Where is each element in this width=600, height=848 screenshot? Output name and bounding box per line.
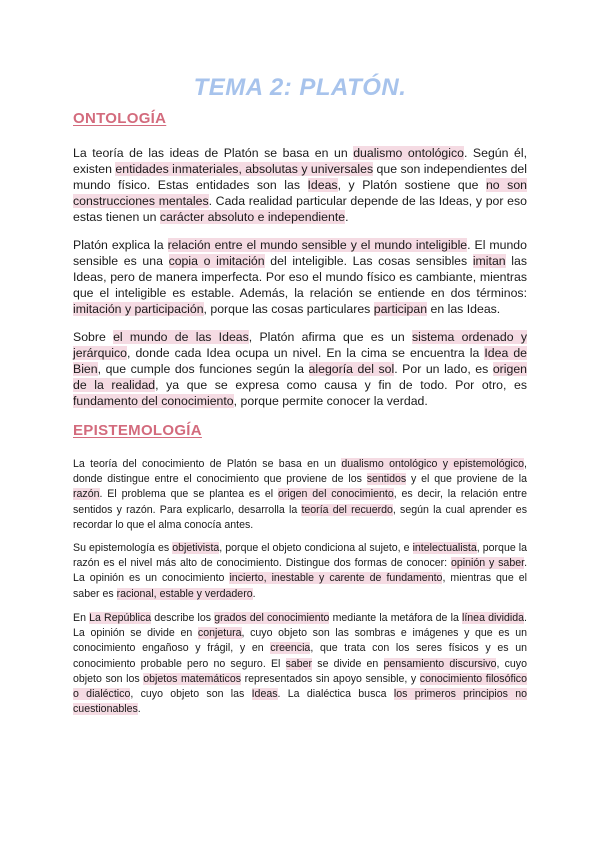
highlighted-text: Idea de Bien [73,346,528,376]
text-run: . [252,587,256,600]
highlighted-text: participan [373,302,428,316]
highlighted-text: razón [73,488,100,501]
text-run: Sobre [73,330,114,344]
highlighted-text: creencia [270,642,311,655]
text-run: . La opinión se divide en [73,612,527,640]
highlighted-text: copia o imitación [168,254,265,268]
text-run: , y Platón sostiene que [337,178,486,192]
highlighted-text: los primeros principios no cuestionables [73,688,528,716]
highlighted-text: grados del conocimiento [214,612,330,624]
highlighted-text: imitan [472,254,506,268]
text-run: . [137,703,141,716]
highlighted-text: origen del conocimiento [277,488,394,501]
text-run: La teoría del conocimiento de Platón se basa en un [73,458,342,470]
text-run: del inteligible. Las cosas sensibles [264,254,473,268]
section-heading-ontologia: ONTOLOGÍA [73,110,167,127]
highlighted-text: opinión y saber [450,557,525,570]
highlighted-text: conjetura [197,627,242,640]
text-run: . Cada realidad particular depende de las Ideas, y por eso estas tienen un [73,194,527,224]
text-run: en las Ideas. [427,302,501,316]
text-run: , según la cual aprender es recordar lo que el alma conocía antes. [73,503,527,531]
text-run: , porque la razón es el nivel más alto de conocimiento. Distingue dos formas de conocer: [73,542,527,570]
highlighted-text: objetos matemáticos [143,672,242,685]
text-run: , es decir, la relación entre sentidos y razón. Para explicarlo, desarrolla la [73,488,527,516]
highlighted-text: origen de la realidad [73,362,527,392]
text-run: , porque las cosas particulares [203,302,374,316]
highlighted-text: intelectualista [412,542,477,554]
highlighted-text: saber [285,657,313,670]
text-run: , mientras que el saber es [73,572,527,600]
text-run: mediante la metáfora de la [329,612,462,624]
text-run: , Platón afirma que es un [248,330,412,344]
highlighted-text: entidades inmateriales, absolutas y universales [115,162,374,176]
text-run: las Ideas, pero de manera imperfecta. Por eso el mundo físico es cambiante, mientras que el inteligible es estable. Además, la relación se entiende en dos términos: [73,254,528,300]
highlighted-text: racional, estable y verdadero [116,587,253,600]
text-run: , ya que se expresa como causa y fin de todo. Por otro, es [155,378,527,392]
highlighted-text: conocimiento filosófico o dialéctico [73,672,527,701]
text-run: Platón explica la [73,238,168,252]
text-run: y el que proviene de la [406,473,527,486]
text-run: se divide en [312,657,384,670]
text-run: . [345,210,349,224]
highlighted-text: Ideas [307,178,338,192]
paragraph [73,541,527,602]
paragraph [73,237,527,317]
highlighted-text: no son construcciones mentales [73,178,527,208]
highlighted-text: objetivista [172,542,220,554]
text-run: . El mundo sensible es una [73,238,527,268]
highlighted-text: alegoría del sol [308,362,395,376]
highlighted-text: relación entre el mundo sensible y el mundo inteligible [167,238,468,252]
text-run: , porque permite conocer la verdad. [233,394,428,408]
text-run: que son independientes del mundo físico. Estas entidades son las [73,162,527,192]
highlighted-text: carácter absoluto e independiente [159,210,346,224]
text-run: , cuyo objeto son las sombras e imágenes y que es un conocimiento engañoso y frágil, y en [73,627,527,655]
text-run: La teoría de las ideas de Platón se basa en un [73,146,354,160]
highlighted-text: dualismo ontológico [353,146,464,160]
highlighted-text: teoría del recuerdo [301,503,393,516]
text-run: , cuyo objeto son los [73,657,528,685]
highlighted-text: Ideas [251,688,278,701]
highlighted-text: dualismo ontológico y epistemológico [341,458,525,470]
highlighted-text: el mundo de las Ideas [113,330,249,344]
page-title: TEMA 2: PLATÓN. [193,74,407,101]
text-run: En [73,612,90,624]
section-heading-epistemologia: EPISTEMOLOGÍA [73,422,202,439]
highlighted-text: sistema ordenado y jerárquico [73,330,527,360]
paragraph [73,611,527,717]
text-run: representados sin apoyo sensible, y [241,672,420,685]
text-run: . Por un lado, es [394,362,493,376]
text-run: . La opinión es un conocimiento [73,557,528,585]
highlighted-text: sentidos [366,473,407,486]
text-run: , donde distingue entre el conocimiento que proviene de los [73,458,527,486]
text-run: . La dialéctica busca [277,688,394,701]
highlighted-text: imitación y participación [73,302,204,316]
highlighted-text: La República [89,612,152,624]
highlighted-text: pensamiento discursivo [383,657,497,670]
paragraph [73,457,527,533]
text-run: . Según él, existen [73,146,527,176]
paragraph [73,145,527,225]
highlighted-text: incierto, inestable y carente de fundamento [229,572,443,585]
text-run: describe los [151,612,215,624]
text-run: , que cumple dos funciones según la [97,362,309,376]
paragraph [73,329,527,409]
highlighted-text: línea dividida [461,612,525,624]
text-run: , cuyo objeto son las [130,688,252,701]
text-run: . El problema que se plantea es el [99,488,278,501]
text-run: Su epistemología es [73,542,173,554]
text-run: , donde cada Idea ocupa un nivel. En la cima se encuentra la [127,346,485,360]
highlighted-text: fundamento del conocimiento [73,394,234,408]
text-run: , porque el objeto condiciona al sujeto, e [219,542,413,554]
text-run: , que trata con los seres físicos y es un conocimiento probable pero no seguro. El [73,642,528,670]
